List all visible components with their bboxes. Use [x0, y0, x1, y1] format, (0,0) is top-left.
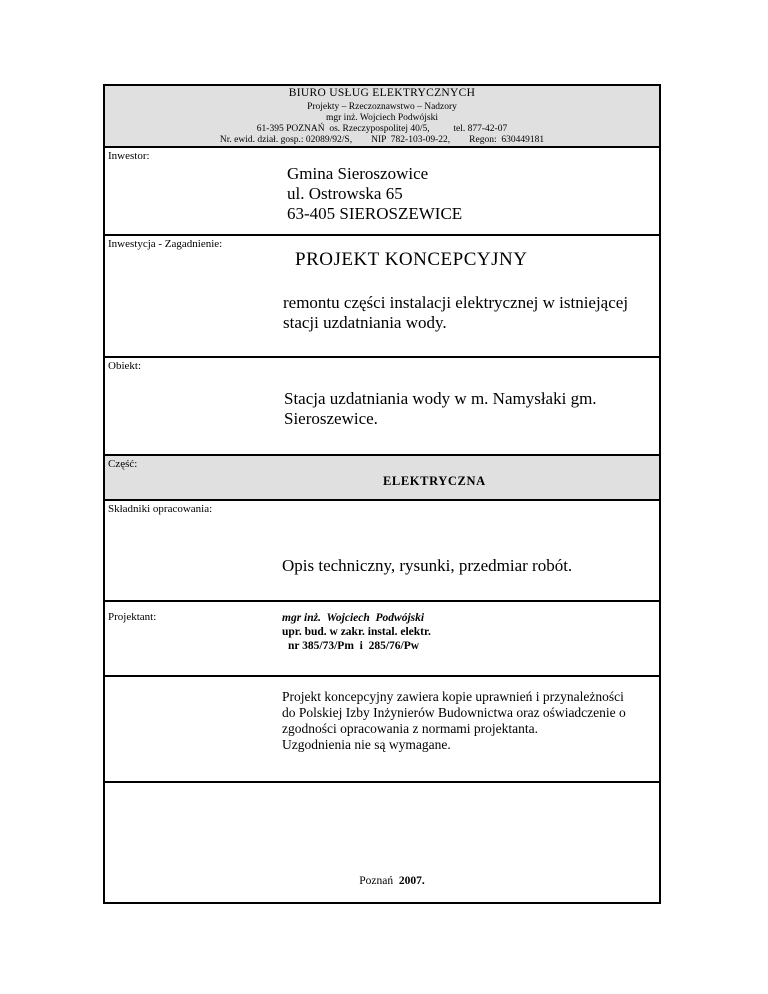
investor-label: Inwestor:: [108, 150, 150, 162]
designer-name: mgr inż. Wojciech Podwójski: [282, 612, 425, 624]
note-line-3: zgodności opracowania z normami projektanta.: [282, 721, 539, 736]
company-registration: Nr. ewid. dział. gosp.: 02089/92/S, NIP 782-103-09-22, Regon: 630449181: [219, 135, 545, 145]
investor-section: [105, 148, 659, 236]
part-value: ELEKTRYCZNA: [383, 474, 486, 488]
investment-line-1: remontu części instalacji elektrycznej w istniejącej: [283, 293, 629, 312]
designer-license: upr. bud. w zakr. instal. elektr.: [282, 626, 431, 638]
part-section: [105, 456, 659, 501]
note-text: [282, 689, 626, 753]
place: Poznań: [359, 875, 394, 887]
investor-city: 63-405 SIEROSZEWICE: [287, 204, 463, 223]
object-line-1: Stacja uzdatniania wody w m. Namysłaki gm.: [284, 389, 597, 408]
place-date: [105, 875, 659, 887]
investor-street: ul. Ostrowska 65: [287, 184, 403, 203]
year: 2007.: [398, 875, 425, 887]
note-line-2: do Polskiej Izby Inżynierów Budownictwa oraz oświadczenie o: [282, 705, 626, 720]
components-value: Opis techniczny, rysunki, przedmiar robót.: [282, 556, 573, 575]
title-sheet: [103, 84, 661, 904]
company-services: Projekty – Rzeczoznawstwo – Nadzory: [307, 102, 457, 112]
note-section: [105, 677, 659, 783]
note-line-1: Projekt koncepcyjny zawiera kopie uprawnień i przynależności: [282, 689, 624, 704]
company-address: 61-395 POZNAŃ os. Rzeczypospolitej 40/5, tel. 877-42-07: [256, 124, 508, 134]
company-owner: mgr inż. Wojciech Podwójski: [326, 113, 438, 123]
object-line-2: Sieroszewice.: [284, 409, 378, 428]
part-label: Część:: [108, 458, 138, 470]
note-line-4: Uzgodnienia nie są wymagane.: [282, 737, 451, 752]
components-section: [105, 501, 659, 602]
company-header: [105, 86, 659, 148]
investor-name: Gmina Sieroszowice: [287, 164, 429, 183]
designer-label: Projektant:: [108, 611, 157, 623]
company-name: BIURO USŁUG ELEKTRYCZNYCH: [288, 87, 476, 99]
project-title: PROJEKT KONCEPCYJNY: [295, 249, 528, 270]
object-section: [105, 358, 659, 456]
object-label: Obiekt:: [108, 360, 141, 372]
footer-section: [105, 783, 659, 904]
investment-label: Inwestycja - Zagadnienie:: [108, 238, 223, 250]
investment-line-2: stacji uzdatniania wody.: [283, 313, 447, 332]
designer-license-number: nr 385/73/Pm i 285/76/Pw: [288, 640, 420, 652]
components-label: Składniki opracowania:: [108, 503, 213, 515]
designer-section: [105, 602, 659, 677]
investment-section: [105, 236, 659, 358]
